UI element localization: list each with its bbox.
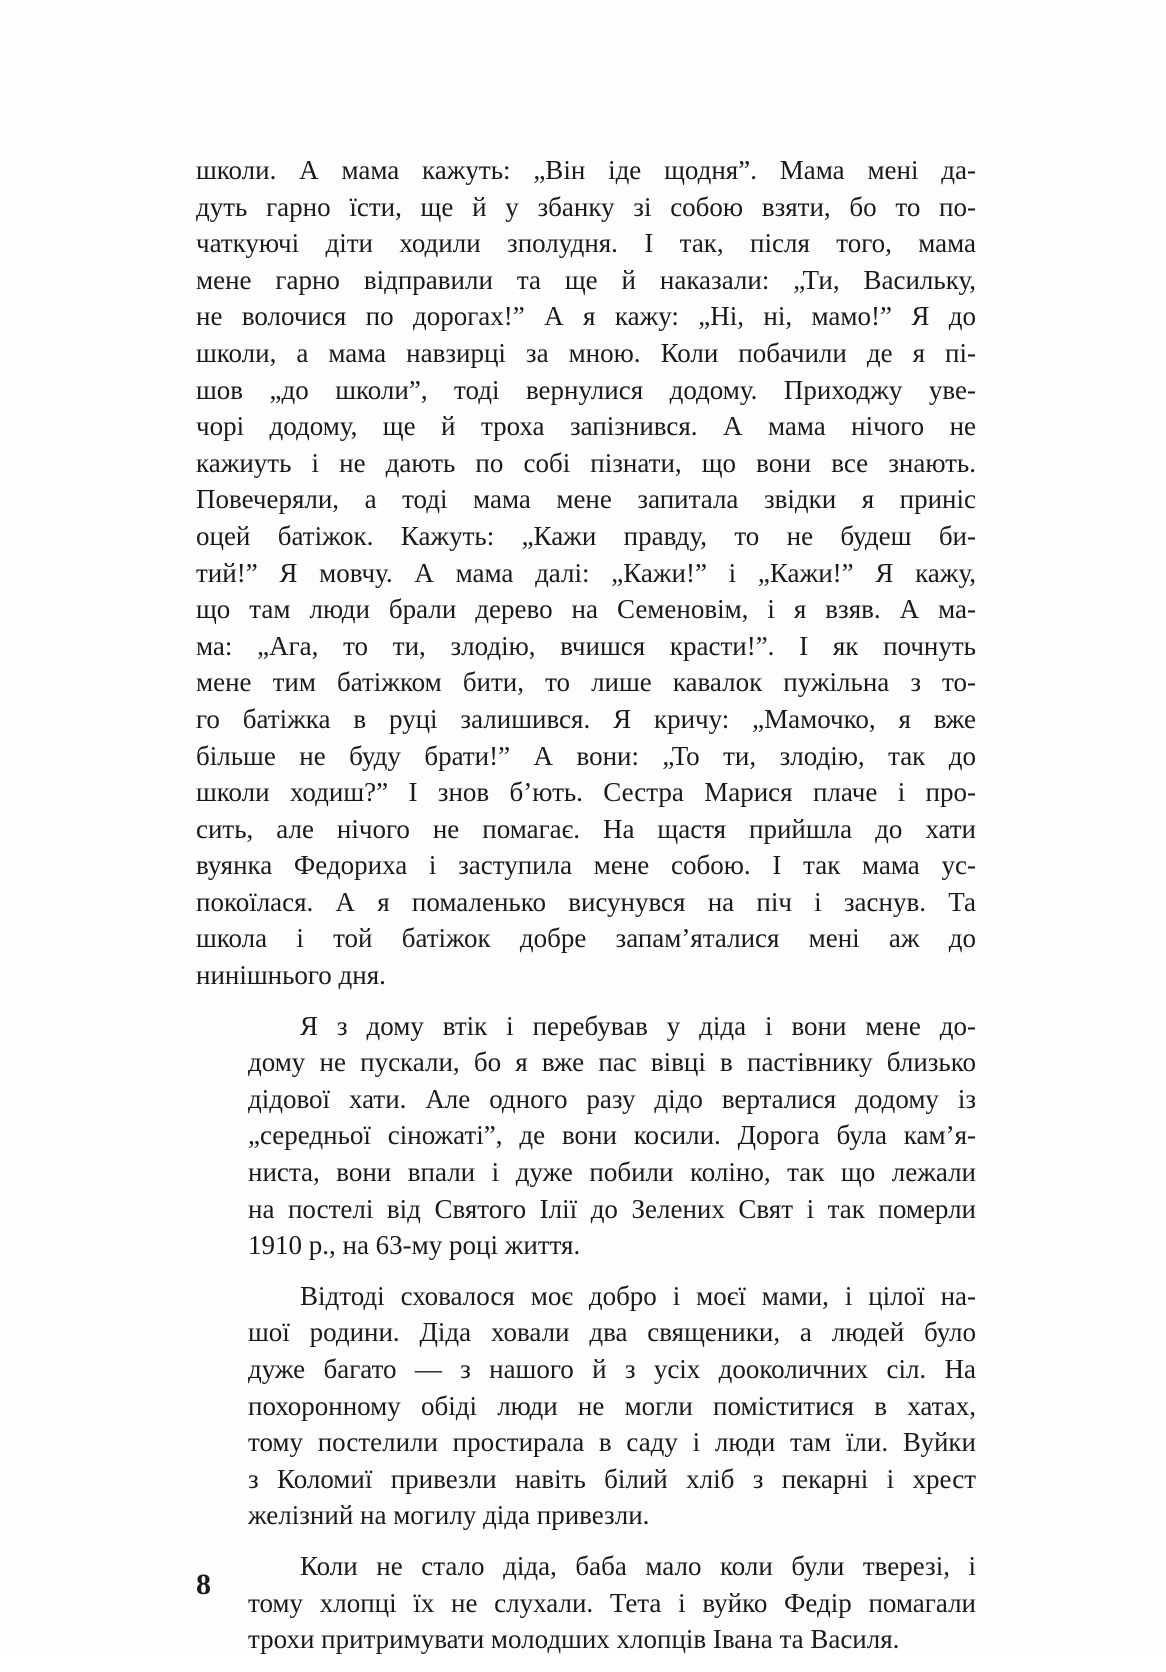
text-line: школи ходиш?” І знов б’ють. Сестра Марися плаче і про- — [196, 777, 976, 808]
paragraph — [196, 1548, 976, 1658]
text-line: Відтоді сховалося моє добро і моєї мами, і цілої на- — [300, 1280, 976, 1311]
text-line: більше не буду брати!” А вони: „То ти, злодію, так до — [196, 740, 976, 771]
text-line: ма: „Ага, то ти, злодію, вчишся красти!”. І як почнуть — [196, 630, 976, 661]
text-line: тому хлопці їх не слухали. Тета і вуйко Федір помагали — [248, 1587, 976, 1618]
text-line: тому постелили простирала в саду і люди там їли. Вуйки — [248, 1427, 976, 1458]
page-text — [196, 152, 976, 1672]
text-line: дуже багато — з нашого й з усіх дооколичних сіл. На — [248, 1354, 976, 1384]
text-line: оцей батіжок. Кажуть: „Кажи правду, то не будеш би- — [196, 520, 976, 551]
text-line: трохи притримувати молодших хлопців Івана та Василя. — [248, 1624, 900, 1655]
text-line: кажиуть і не дають по собі пізнати, що вони все знають. — [196, 447, 976, 478]
text-line: го батіжка в руці залишився. Я кричу: „Мамочко, я вже — [196, 703, 976, 734]
text-line: шов „до школи”, тоді вернулися додому. Приходжу уве- — [196, 374, 976, 405]
text-line: з Коломиї привезли навіть білий хліб з пекарні і хрест — [248, 1463, 976, 1494]
text-line: Коли не стало діда, баба мало коли були тверезі, і — [300, 1550, 976, 1581]
text-line: мене тим батіжком бити, то лише кавалок пужільна з то- — [196, 667, 976, 698]
text-line: чорі додому, ще й троха запізнився. А мама нічого не — [196, 411, 976, 442]
text-line: чаткуючі діти ходили зполудня. І так, після того, мама — [196, 228, 976, 259]
text-line: ниста, вони впали і дуже побили коліно, так що лежали — [248, 1157, 976, 1188]
text-line: 1910 р., на 63-му році життя. — [248, 1230, 581, 1261]
text-line: похоронному обіді люди не могли поміститися в хатах, — [248, 1390, 976, 1421]
text-line: школа і той батіжок добре запам’яталися мені аж до — [196, 923, 976, 954]
text-line: на постелі від Святого Ілії до Зелених Свят і так померли — [248, 1193, 976, 1224]
page-number: 8 — [196, 1568, 211, 1601]
paragraph — [196, 1008, 976, 1264]
text-line: школи. А мама кажуть: „Він іде щодня”. Мама мені да- — [196, 155, 976, 185]
text-line: що там люди брали дерево на Семеновім, і я взяв. А ма- — [196, 594, 976, 625]
paragraph — [196, 1278, 976, 1534]
text-line: школи, а мама навзирці за мною. Коли побачили де я пі- — [196, 337, 976, 368]
text-line: мене гарно відправили та ще й наказали: „Ти, Васильку, — [196, 264, 976, 295]
text-line: Я з дому втік і перебував у діда і вони мене до- — [300, 1010, 976, 1041]
text-line: дуть гарно їсти, ще й у збанку зі собою взяти, бо то по- — [196, 191, 976, 222]
text-line: „середньої сіножаті”, де вони косили. Дорога була кам’я- — [248, 1120, 976, 1151]
text-line: не волочися по дорогах!” А я кажу: „Ні, ні, мамо!” Я до — [196, 301, 976, 332]
text-line: желізний на могилу діда привезли. — [248, 1500, 650, 1531]
text-line: сить, але нічого не помагає. На щастя прийшла до хати — [196, 813, 976, 844]
text-line: покоїлася. А я помаленько висунувся на піч і заснув. Та — [196, 886, 976, 917]
text-line: нинішнього дня. — [196, 960, 386, 991]
paragraph — [196, 152, 976, 994]
text-line: вуянка Федориха і заступила мене собою. І так мама ус- — [196, 850, 976, 881]
text-line: дому не пускали, бо я вже пас вівці в пастівнику близько — [248, 1047, 976, 1078]
text-line: тий!” Я мовчу. А мама далі: „Кажи!” і „Кажи!” Я кажу, — [196, 557, 976, 588]
text-line: Повечеряли, а тоді мама мене запитала звідки я приніс — [196, 484, 976, 515]
text-line: шої родини. Діда ховали два священики, а людей було — [248, 1317, 976, 1348]
text-line: дідової хати. Але одного разу дідо верталися додому із — [248, 1083, 976, 1114]
